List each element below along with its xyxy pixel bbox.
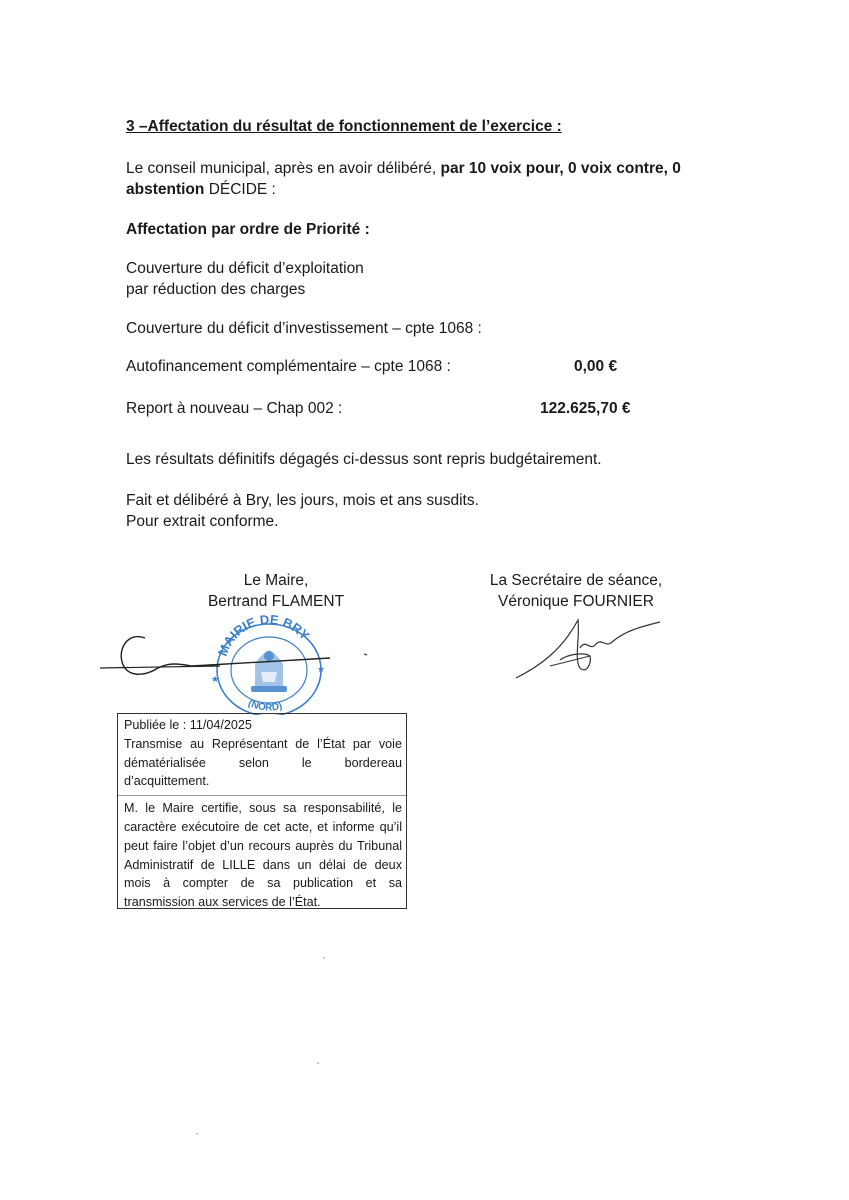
row-autofinancement-amount: 0,00 €: [574, 358, 618, 375]
stamp-bottom-text: (NORD): [246, 697, 284, 714]
transmission-statement: Transmise au Représentant de l’État par voie dématérialisée selon le bordereau d’acquittement.: [124, 736, 402, 789]
deliberation-intro: Le conseil municipal, après en avoir délibéré,: [126, 160, 437, 177]
section-heading: 3 –Affectation du résultat de fonctionnement de l’exercice :: [126, 118, 562, 135]
done-at-statement: Fait et délibéré à Bry, les jours, mois et ans susdits.: [126, 492, 479, 509]
row-deficit-exploitation-line2: par réduction des charges: [126, 281, 306, 298]
vote-abstention: abstention: [126, 181, 205, 198]
deliberation-line-2: [126, 179, 276, 200]
conforme-statement: Pour extrait conforme.: [126, 513, 279, 530]
affectation-heading: Affectation par ordre de Priorité :: [126, 221, 370, 238]
row-deficit-exploitation-line1: Couverture du déficit d’exploitation: [126, 260, 364, 277]
row-report-label: Report à nouveau – Chap 002 :: [126, 400, 343, 417]
svg-text:★: ★: [211, 674, 220, 684]
stamp-top-text: MAIRIE DE BRY: [214, 611, 313, 659]
row-deficit-investissement: Couverture du déficit d’investissement – cpte 1068 :: [126, 320, 482, 337]
secretaire-signature-icon: [510, 608, 670, 683]
row-report-amount: 122.625,70 €: [540, 400, 631, 417]
publication-box: [117, 713, 407, 909]
svg-text:(NORD): [246, 698, 283, 714]
deliberation-line-1: [126, 158, 681, 179]
certification-statement: M. le Maire certifie, sous sa responsabilité, le caractère exécutoire de cet acte, et informe qu’il peut faire l’objet d’un recours auprès du Tribunal Administratif de LILLE dans un délai de deux mois à compter de sa publication et sa transmission aux services de l’État.: [124, 801, 402, 910]
secretaire-name: Véronique FOURNIER: [498, 593, 654, 610]
vote-result: par 10 voix pour, 0 voix contre, 0: [440, 160, 681, 177]
publication-date: Publiée le : 11/04/2025: [124, 718, 252, 732]
maire-signature-icon: [100, 628, 370, 688]
maire-title: Le Maire,: [243, 572, 309, 589]
results-statement: Les résultats définitifs dégagés ci-dessus sont repris budgétairement.: [126, 451, 602, 468]
secretaire-title: La Secrétaire de séance,: [489, 572, 663, 589]
row-autofinancement-label: Autofinancement complémentaire – cpte 1068 :: [126, 358, 451, 375]
svg-text:★: ★: [317, 664, 326, 674]
maire-name: Bertrand FLAMENT: [207, 593, 345, 610]
decision-word: DÉCIDE :: [208, 181, 276, 198]
